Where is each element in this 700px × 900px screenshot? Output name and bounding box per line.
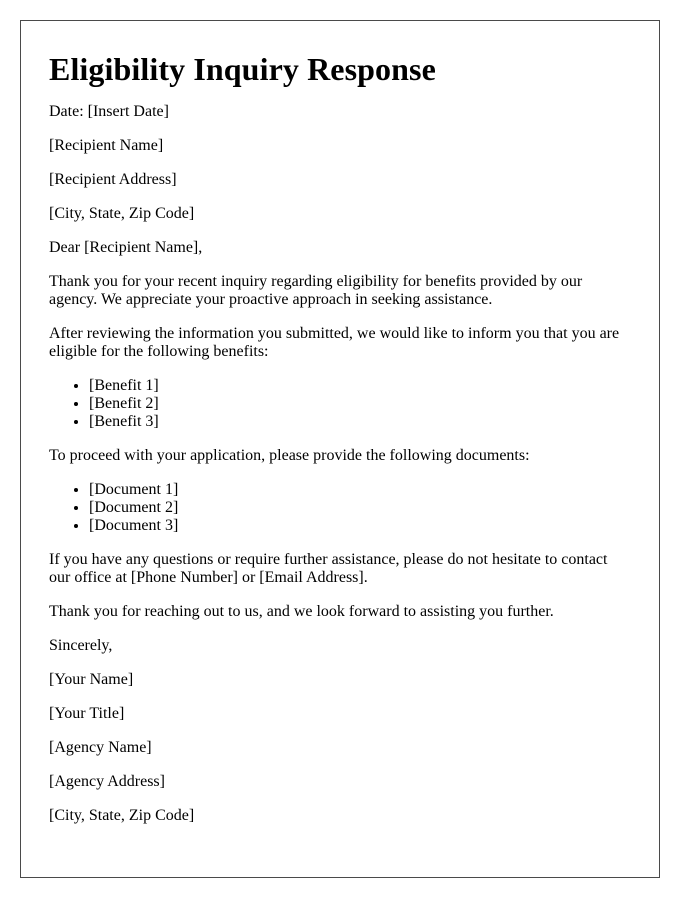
documents-list bbox=[49, 481, 631, 535]
valediction: Sincerely, bbox=[49, 637, 113, 654]
letter-page bbox=[20, 20, 660, 878]
benefit-item: • [Benefit 2] bbox=[89, 395, 631, 413]
document-item: • [Document 2] bbox=[89, 499, 631, 517]
sender-name: [Your Name] bbox=[49, 671, 134, 688]
date-line: Date: [Insert Date] bbox=[49, 103, 169, 120]
agency-name: [Agency Name] bbox=[49, 739, 152, 756]
agency-address: [Agency Address] bbox=[49, 773, 165, 790]
document-item: • [Document 1] bbox=[89, 481, 631, 499]
eligibility-paragraph: After reviewing the information you submitted, we would like to inform you that you are eligible for the following benefits: bbox=[49, 325, 620, 360]
salutation: Dear [Recipient Name], bbox=[49, 239, 203, 256]
document-item: • [Document 3] bbox=[89, 517, 631, 535]
sender-title: [Your Title] bbox=[49, 705, 125, 722]
recipient-address: [Recipient Address] bbox=[49, 171, 177, 188]
agency-city-state-zip: [City, State, Zip Code] bbox=[49, 807, 195, 824]
benefit-item: • [Benefit 1] bbox=[89, 377, 631, 395]
benefit-item: • [Benefit 3] bbox=[89, 413, 631, 431]
benefits-list bbox=[49, 377, 631, 431]
letter-title: Eligibility Inquiry Response bbox=[49, 51, 436, 87]
documents-paragraph: To proceed with your application, please provide the following documents: bbox=[49, 447, 530, 464]
closing-thanks: Thank you for reaching out to us, and we look forward to assisting you further. bbox=[49, 603, 554, 620]
recipient-name: [Recipient Name] bbox=[49, 137, 164, 154]
contact-paragraph: If you have any questions or require further assistance, please do not hesitate to contact our office at [Phone Number] or [Email Address]. bbox=[49, 551, 608, 586]
recipient-city-state-zip: [City, State, Zip Code] bbox=[49, 205, 195, 222]
intro-paragraph: Thank you for your recent inquiry regarding eligibility for benefits provided by our agency. We appreciate your proactive approach in seeking assistance. bbox=[49, 273, 583, 308]
